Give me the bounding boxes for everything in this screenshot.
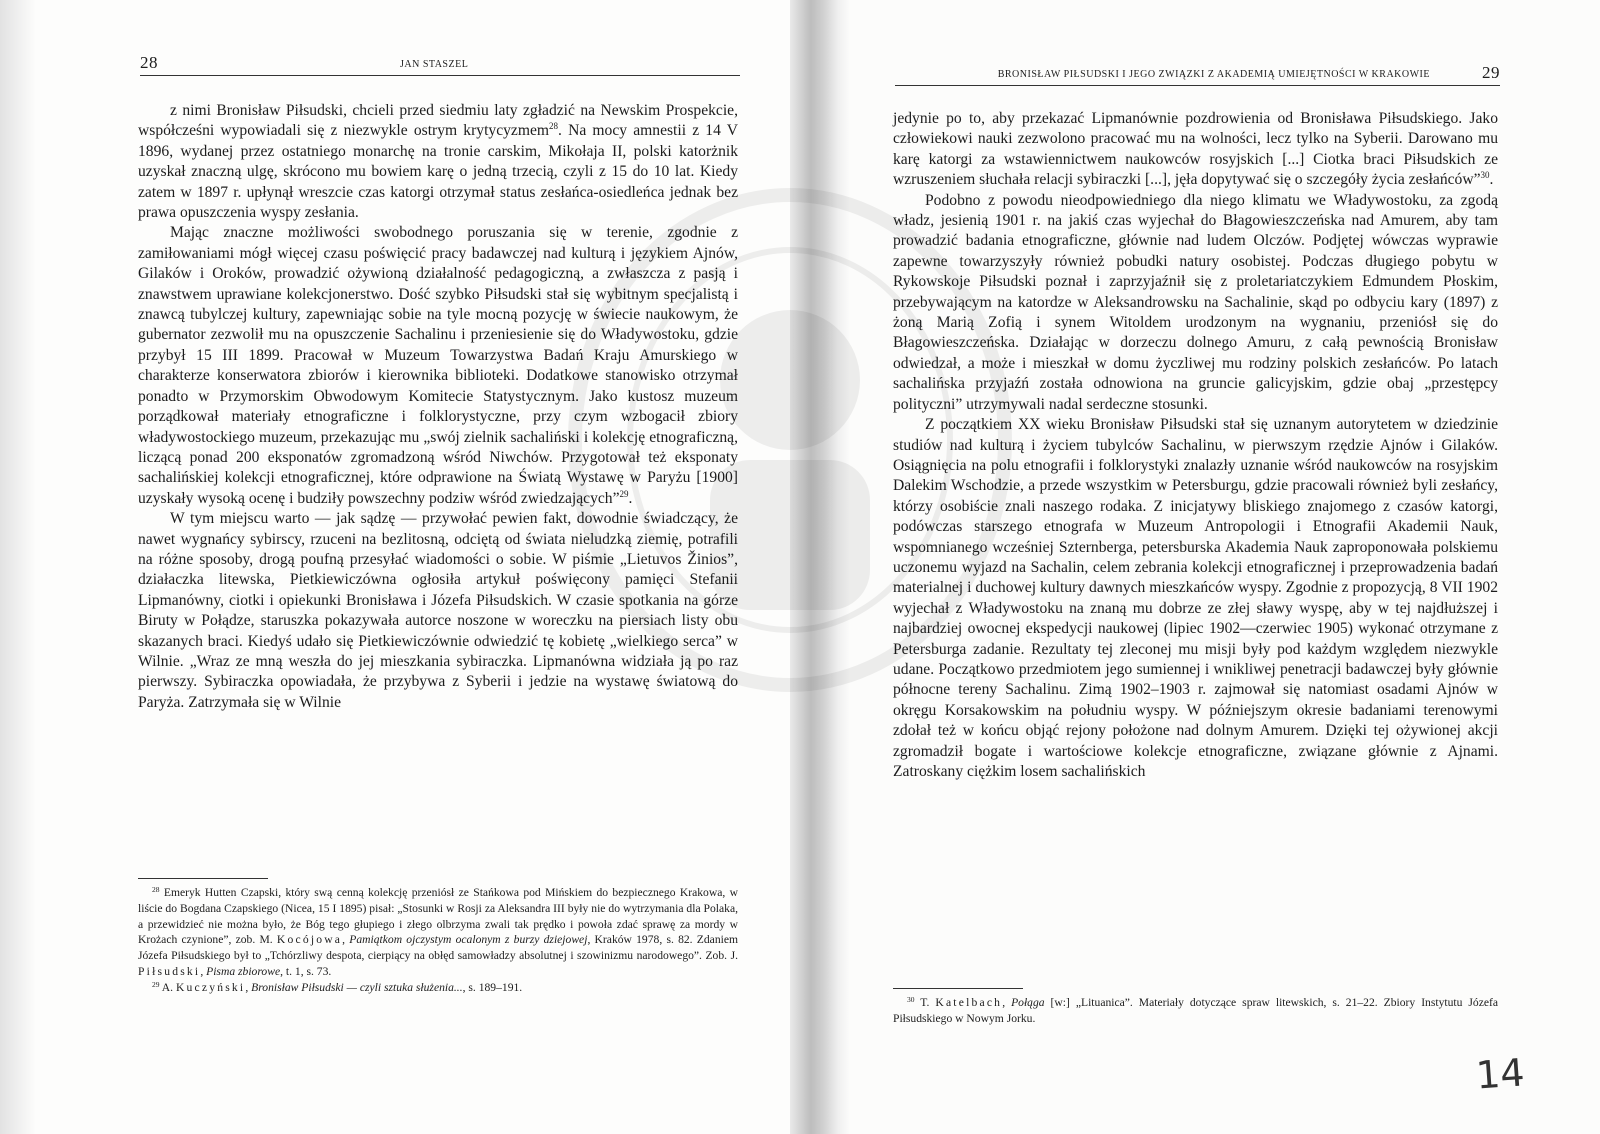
right-page-header (895, 63, 1500, 87)
left-body-text (138, 101, 738, 713)
paragraph: jedynie po to, aby przekazać Lipmanównie pozdrowienia od Bronisława Piłsudskiego. Jako człowiekowi nauki zezwolono pracować mu na wolności, lecz tylko na Syberii. Darowano mu karę katorgi za wstawiennictwem naukowców rosyjskich [...] Ciotka braci Piłsudskich ze wzruszeniem słuchała relacji sybiraczki [...], jęła dopytywać się o szczegóły życia zesłańców”$^{30}$. (893, 110, 1498, 189)
italic-title: Pamiątkom ojczystym ocalonym z burzy dziejowej (349, 933, 588, 947)
header-rule (895, 85, 1500, 86)
paragraph: Z początkiem XX wieku Bronisław Piłsudski stał się uznanym autorytetem w dziedzinie studiów nad kulturą i życiem tubylców Sachalinu, w pierwszym rzędzie Ajnów i Gilaków. Osiągnięcia na polu etnografii i folklorystyki znalazły uznanie wśród naukowców na rosyjskim Dalekim Wschodzie, a przede wszystkim w Petersburgu, gdzie pracowali również byli zesłańcy, którzy osobiście znali naszego rodaka. Z inicjatywy bliskiego znajomego z czasów katorgi, podówczas starszego etnografa w Muzeum Antropologii i Etnografii Akademii Nauk, wspomnianego wcześniej Szternberga, petersburska Akademia Nauk zaproponowała polskiemu uczonemu wyjazd na Sachalin, celem zebrania kolekcji etnograficznej i przeprowadzenia badań materialnej i duchowej kultury dawnych mieszkańców wyspy. Zgodnie z propozycją, 8 VII 1902 wyjechał z Władywostoku na znaną mu dobrze ze złej sławy wyspę, aby w tej najdłuższej i najbardziej owocnej ekspedycji naukowej (lipiec 1902—czerwiec 1905) wykonać otrzymane z Petersburga zadanie. Rezultaty tej zleconej mu misji były pod każdym względem niezwykle udane. Początkowo przedmiotem jego sumiennej i wnikliwej penetracji badawczej były głównie północne tereny Sachalinu. Zimą 1902–1903 r. zajmował się natomiast osadami Ajnów w okręgu Korsakowskim na południu wyspy. W późniejszym okresie badaniami terenowymi zdołał też w końcu objąć rejony położone nad dolnym Amurem. Dzięki tej ożywionej akcji zgromadził bogate i wartościowe kolekcje etnograficzne, związane głównie z Ajnami. Zatroskany ciężkim losem sachalińskich (893, 416, 1498, 780)
italic-title: Połąga (1011, 996, 1045, 1009)
footnote-reference: 28 (152, 885, 160, 894)
handwritten-page-mark: 14 (1474, 1050, 1526, 1098)
paragraph: z nimi Bronisław Piłsudski, chcieli przed siedmiu laty zgładzić na Newskim Prospekcie, współcześni wypowiadali się z niezwykle ostrym krytycyzmem$^{28}$. Na mocy amnestii z 14 V 1896, wydanej przez ostatniego monarchę na tronie carskim, Mikołaja II, polski katorżnik uzyskał znaczną ulgę, skrócono mu bowiem karę o jedną trzecią, czyli z 15 do 10 lat. Kiedy zatem w 1897 r. upłynął wreszcie czas katorgi otrzymał status zesłańca-osiedleńca jednak bez prawa opuszczenia wyspy zesłania. (138, 102, 738, 222)
footnote-rule (138, 878, 268, 879)
footnote-reference: 30 (1480, 170, 1490, 181)
author-name: Piłsudski (138, 964, 201, 978)
footnote-reference: 28 (549, 121, 559, 132)
header-rule (140, 75, 740, 76)
footnote-reference: 30 (907, 995, 915, 1004)
footnote-reference: 29 (152, 979, 160, 989)
paragraph: Podobno z powodu nieodpowiedniego dla niego klimatu we Władywostoku, za zgodą władz, jesienią 1901 r. na jakiś czas wyjechał do Błagowieszczeńska nad Amurem, aby tam prowadzić badania etnograficzne, głównie nad ludem Olczów. Podjętej wówczas wyprawie zapewne towarzyszyły również pobudki natury osobistej. Podczas długiego pobytu w Rykowskoje Piłsudski poznał i zaprzyjaźnił się z proletariatczykiem Edmundem Płoskim, przebywającym na katordze w Aleksandrowsku na Sachalinie, skąd po odbyciu kary (1897) z żoną Marią Zofią i synem Witoldem urodzonym na wygnaniu, przeniósł się do Błagowieszczeńska. Działając w dorzeczu dolnego Amuru, z całą pewnością Bronisław odwiedzał, a może i mieszkał w domu życzliwej mu rodziny polskich zesłańców. Po latach sachalińska przyjaźń została odnowiona na gruncie galicyjskim, gdzie obaj „przestępcy polityczni” utrzymywali nadal serdeczne stosunki. (893, 191, 1498, 413)
page-number: 29 (1482, 63, 1500, 82)
right-page (800, 0, 1600, 1134)
left-page-header (140, 53, 740, 77)
page-number: 28 (140, 53, 158, 72)
left-footnotes (138, 885, 738, 996)
paragraph: Mając znaczne możliwości swobodnego poruszania się w terenie, zgodnie z zamiłowaniami mógł więcej czasu poświęcić pracy badawczej nad kulturą i językiem Ajnów, Gilaków i Oroków, prowadzić ożywioną działalność pedagogiczną, a zwłaszcza z pasją i znawstwem uprawiane kolekcjonerstwo. Dość szybko Piłsudski stał się wybitnym specjalistą i znawcą tubylczej kultury, zapewniając sobie na tyle mocną pozycję w świecie naukowym, że gubernator zezwolił mu na opuszczenie Sachalinu i przeniesienie się do Władywostoku, gdzie przybył 15 III 1899. Pracował w Muzeum Towarzystwa Badań Kraju Amurskiego w charakterze konserwatora zbiorów i kierownika biblioteki. Dodatkowe stanowisko otrzymał ponadto w Przymorskim Obwodowym Komitecie Statystycznym. Jako kustosz muzeum porządkował materiały etnograficzne i folklorystyczne, przy czym wzbogacił zbiory władywostockiego muzeum, przekazując mu „swój zielnik sachaliński i kolekcję etnograficzną, liczącą ponad 200 eksponatów zgromadzoną wśród Niwchów. Przygotował też eksponaty sachalińskiej kolekcji etnograficznej, które odprawione na Światą Wystawę w Paryżu [1900] uzyskały wysoką ocenę i budziły powszechny podziw wśród zwiedzających”$^{29}$. (138, 224, 738, 507)
paragraph: W tym miejscu warto — jak sądzę — przywołać pewien fakt, dowodnie świadczący, że nawet wygnańcy sybirscy, rzuceni na bezlitosną, odciętą od świata nieludzką ziemię, potrafili na różne sposoby, drogą poufną przesyłać wiadomości o sobie. W piśmie „Lietuvos Žinios”, działaczka litewska, Pietkiewiczówna ogłosiła artykuł poświęcony pamięci Stefanii Lipmanówny, ciotki i opiekunki Bronisława i Józefa Piłsudskich. W czasie spotkania na górze Biruty w Połądze, staruszka pokazywała autorce noszone w woreczku na piersiach listy obu skazanych braci. Kiedyś udało się Pietkiewiczównie odwiedzić tę kobietę „wielkiego serca” w Wilnie. „Wraz ze mną weszła do jej mieszkania sybiraczka. Lipmanówna widziała ją po raz pierwszy. Sybiraczka opowiadała, że przybywa z Syberii i jedzie na wystawę światową do Paryża. Zatrzymała się w Wilnie (138, 510, 738, 711)
running-head: BRONISŁAW PIŁSUDSKI I JEGO ZWIĄZKI Z AKADEMIĄ UMIEJĘTNOŚCI W KRAKOWIE (997, 69, 1430, 80)
book-gutter-shadow (790, 0, 850, 1134)
italic-title: Pisma zbiorowe (206, 964, 281, 978)
author-name: Kocójowa (276, 933, 343, 947)
running-head: JAN STASZEL (400, 59, 469, 70)
footnote: $^{28}$ Emeryk Hutten Czapski, który swą cenną kolekcję przeniósł ze Stańkowa pod Mińskiem do bezpiecznego Krakowa, w liście do Bogdana Czapskiego (Nicea, 15 I 1895) pisał: „Stosunki w Rosji za Aleksandra III były nie do wytrzymania dla Polaka, a przewidzieć nie można było, że Bóg tego głupiego i złego olbrzyma zwali tak prędko i powoła zdać sprawę za mordy w Krożach czynione”, zob. M. Kocójowa, Pamiątkom ojczystym ocalonym z burzy dziejowej, Kraków 1978, s. 82. Zdaniem Józefa Piłsudskiego był to „Tchórzliwy despota, cierpiący na obłęd samowładzy absolutnej i szowinizmu narodowego”. Zob. J. Piłsudski, Pisma zbiorowe, t. 1, s. 73. (138, 885, 738, 978)
italic-title: Bronisław Piłsudski — czyli sztuka służenia... (251, 980, 463, 994)
footnote: $^{29}$ A. Kuczyński, Bronisław Piłsudski — czyli sztuka służenia..., s. 189–191. (152, 979, 523, 994)
right-footnotes (893, 995, 1498, 1027)
author-name: Kuczyński (175, 980, 246, 994)
page-edge-shadow (0, 0, 36, 1134)
right-body-text (893, 109, 1498, 782)
footnote-rule (893, 988, 1023, 989)
footnote-reference: 29 (619, 488, 629, 499)
footnote: $^{30}$ T. Katelbach, Połąga [w:] „Lituanica”. Materiały dotyczące spraw litewskich, s. 21–22. Zbiory Instytutu Józefa Piłsudskiego w Nowym Jorku. (893, 995, 1499, 1025)
author-name: Katelbach (935, 996, 1003, 1009)
